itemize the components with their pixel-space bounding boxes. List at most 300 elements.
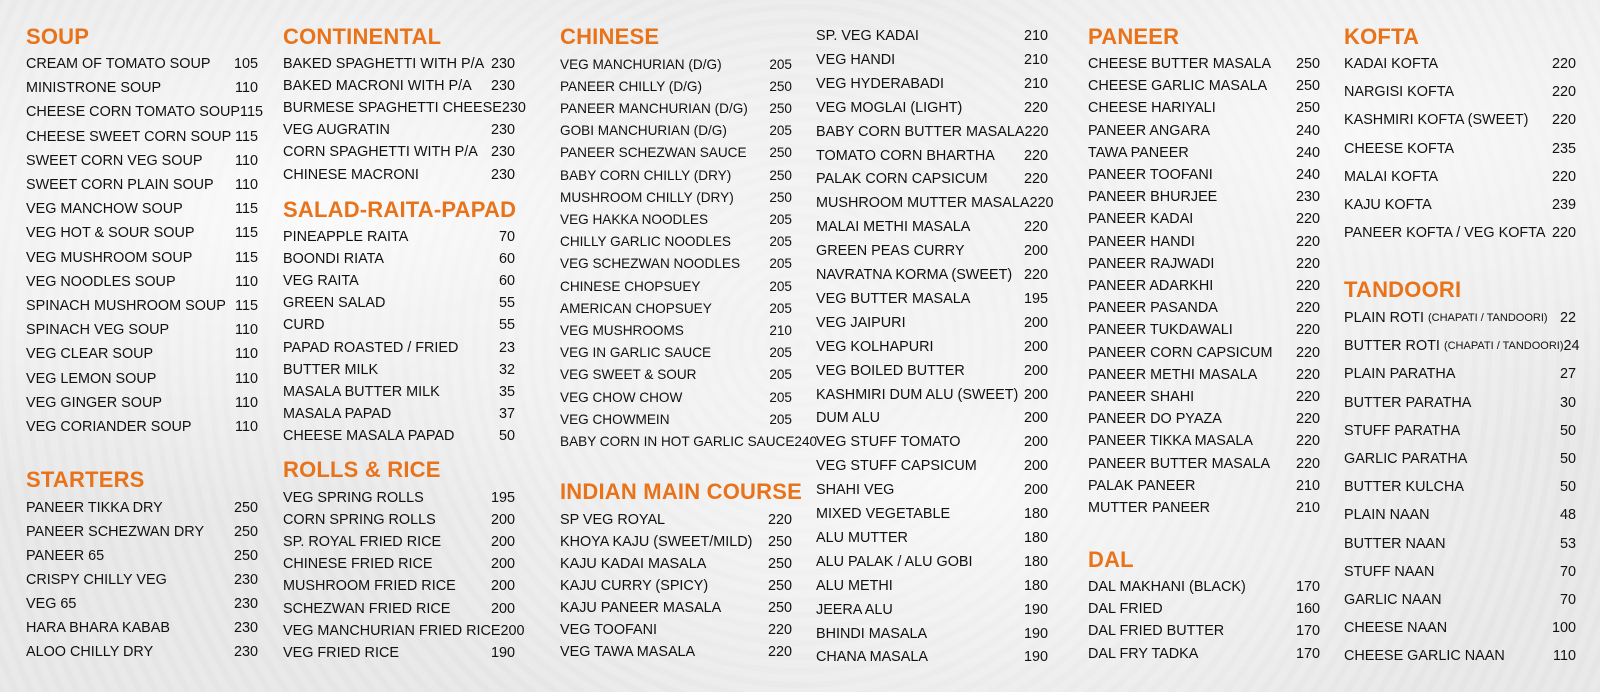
- menu-item: [816, 50, 1048, 70]
- menu-item-name: VEG CHOW CHOW: [560, 389, 683, 405]
- menu-item: [283, 554, 515, 574]
- menu-item-name: KASHMIRI DUM ALU (SWEET): [816, 386, 1019, 403]
- menu-item: [560, 298, 792, 318]
- menu-item: [283, 120, 515, 140]
- menu-item-name: CHANA MASALA: [816, 649, 928, 666]
- menu-item-price: 200: [490, 578, 515, 595]
- menu-item: [26, 102, 263, 122]
- menu-item: [1344, 449, 1576, 469]
- menu-item: [816, 600, 1048, 620]
- menu-item-name: SWEET CORN PLAIN SOUP: [26, 177, 214, 193]
- menu-item: [816, 432, 1048, 452]
- menu-item-price: 205: [769, 345, 792, 361]
- menu-item-name: VEG SWEET & SOUR: [560, 367, 697, 383]
- menu-item-price: 250: [769, 78, 792, 94]
- menu-item-price: 53: [1559, 535, 1576, 552]
- menu-item-name: VEG GINGER SOUP: [26, 394, 162, 411]
- menu-item-price: 110: [235, 80, 258, 97]
- menu-item: [560, 576, 792, 596]
- menu-item: [560, 276, 792, 296]
- menu-item-price: 115: [235, 201, 258, 218]
- menu-item: [283, 76, 515, 96]
- menu-item-price: 200: [1023, 338, 1048, 355]
- menu-item: [1088, 76, 1320, 96]
- menu-item-name: DAL FRIED: [1088, 601, 1163, 618]
- menu-item: [1344, 308, 1576, 328]
- menu-item-name: CRISPY CHILLY VEG: [26, 572, 167, 588]
- menu-item: [1088, 454, 1320, 474]
- menu-item: [816, 241, 1048, 261]
- menu-item-name: SCHEZWAN FRIED RICE: [283, 600, 451, 617]
- menu-item-name: HARA BHARA KABAB: [26, 620, 170, 636]
- menu-item-name: VEG CLEAR SOUP: [26, 346, 154, 363]
- menu-item-price: 60: [498, 273, 515, 290]
- menu-item-name: SPINACH VEG SOUP: [26, 322, 170, 339]
- menu-item-price: 250: [1295, 56, 1320, 72]
- menu-item-name: BUTTER ROTI: [1344, 338, 1440, 355]
- menu-item-name: MUSHROOM MUTTER MASALA: [816, 195, 1030, 212]
- menu-item: [26, 618, 258, 638]
- menu-item-name: CHINESE FRIED RICE: [283, 556, 433, 573]
- menu-item: [560, 387, 792, 407]
- menu-item-price: 32: [498, 361, 515, 378]
- menu-item: [816, 146, 1048, 166]
- menu-item: [1088, 320, 1320, 340]
- menu-item: [26, 248, 258, 268]
- menu-item: [816, 408, 1048, 428]
- menu-item-price: 115: [235, 249, 258, 266]
- menu-item-price: 205: [769, 256, 792, 272]
- menu-item-name: PINEAPPLE RAITA: [283, 229, 409, 245]
- menu-item-price: 250: [767, 600, 792, 616]
- menu-item-name: ALOO CHILLY DRY: [26, 644, 154, 660]
- section-title-tandoori: TANDOORI: [1344, 277, 1462, 302]
- menu-item: [1088, 343, 1320, 363]
- menu-item-price: 205: [769, 123, 792, 139]
- menu-item-price: 205: [769, 56, 792, 72]
- menu-item: [560, 532, 792, 552]
- menu-item-name: VEG HOT & SOUR SOUP: [26, 225, 195, 242]
- menu-item-price: 230: [490, 122, 515, 139]
- menu-item-note: (CHAPATI / TANDOORI): [1443, 340, 1564, 353]
- menu-item: [816, 456, 1048, 476]
- section-title-dal: DAL: [1088, 547, 1134, 572]
- menu-item-price: 50: [1559, 479, 1576, 496]
- menu-item-price: 250: [767, 556, 792, 572]
- menu-item-name: CHEESE SWEET CORN SOUP: [26, 128, 232, 145]
- menu-item-price: 37: [498, 405, 515, 422]
- menu-item: [816, 337, 1048, 357]
- menu-item: [560, 165, 792, 185]
- menu-item-name: PANEER DO PYAZA: [1088, 411, 1222, 428]
- menu-item: [560, 187, 792, 207]
- menu-item-price: 250: [767, 534, 792, 550]
- menu-item-price: 250: [767, 578, 792, 594]
- menu-item: [1344, 477, 1576, 497]
- menu-item: [283, 576, 515, 596]
- menu-item-name: PALAK CORN CAPSICUM: [816, 171, 988, 188]
- menu-item-name: VEG STUFF CAPSICUM: [816, 458, 977, 475]
- menu-item-price: 200: [1023, 386, 1048, 403]
- menu-item: [1088, 98, 1320, 118]
- menu-item-price: 240: [1295, 122, 1320, 139]
- menu-item: [560, 510, 792, 530]
- menu-item-name: PANEER TUKDAWALI: [1088, 322, 1233, 339]
- section-title-chinese: CHINESE: [560, 24, 660, 49]
- menu-item-name: VEG SCHEZWAN NOODLES: [560, 256, 741, 272]
- menu-item-price: 205: [769, 389, 792, 405]
- menu-item: [26, 594, 258, 614]
- menu-item: [560, 320, 792, 340]
- menu-item: [1088, 254, 1320, 274]
- menu-item-name: CHEESE GARLIC MASALA: [1088, 78, 1268, 95]
- menu-item-name: PANEER PASANDA: [1088, 300, 1218, 317]
- menu-item-price: 210: [769, 322, 792, 338]
- menu-item: [26, 522, 258, 542]
- menu-item: [1344, 590, 1576, 610]
- menu-item-name: CHEESE MASALA PAPAD: [283, 427, 455, 444]
- menu-item-name: VEG MUSHROOM SOUP: [26, 249, 193, 266]
- menu-item-price: 23: [498, 339, 515, 356]
- menu-item-name: ALU METHI: [816, 577, 893, 594]
- section-title-paneer: PANEER: [1088, 24, 1180, 49]
- menu-item: [560, 209, 792, 229]
- menu-item-name: PANEER CORN CAPSICUM: [1088, 344, 1273, 361]
- menu-item-name: BUTTER MILK: [283, 361, 379, 378]
- menu-item-name: CURD: [283, 317, 325, 334]
- menu-item-name: CHEESE CORN TOMATO SOUP: [26, 104, 241, 121]
- menu-item: [1088, 232, 1320, 252]
- menu-item-price: 200: [490, 600, 515, 617]
- menu-item: [26, 199, 258, 219]
- menu-item: [26, 393, 258, 413]
- menu-item-price: 100: [1551, 620, 1576, 637]
- menu-item-price: 200: [490, 512, 515, 529]
- menu-item-name: NARGISI KOFTA: [1344, 84, 1455, 101]
- menu-item-price: 200: [1023, 434, 1048, 451]
- menu-item-price: 50: [1559, 451, 1576, 467]
- menu-item-price: 230: [1295, 189, 1320, 206]
- menu-item-name: VEG FRIED RICE: [283, 644, 399, 661]
- menu-item-price: 170: [1295, 579, 1320, 595]
- menu-item-price: 220: [1295, 322, 1320, 339]
- menu-item-name: GOBI MANCHURIAN (D/G): [560, 123, 727, 139]
- menu-item: [1088, 54, 1320, 74]
- menu-item-price: 200: [490, 534, 515, 551]
- menu-item-price: 115: [240, 104, 263, 121]
- menu-item-name: PLAIN ROTI: [1344, 310, 1424, 326]
- section-title-starters: STARTERS: [26, 467, 145, 492]
- menu-item: [1088, 498, 1320, 518]
- menu-item-price: 190: [1023, 649, 1048, 666]
- menu-item-name: VEG 65: [26, 596, 77, 612]
- menu-item-name: VEG MUSHROOMS: [560, 322, 684, 338]
- menu-item-price: 195: [1023, 290, 1048, 307]
- menu-item-price: 200: [500, 622, 525, 639]
- menu-item: [283, 293, 515, 313]
- menu-item-price: 220: [1295, 455, 1320, 472]
- menu-item: [26, 344, 258, 364]
- menu-item-price: 250: [769, 145, 792, 161]
- menu-item-price: 200: [1023, 458, 1048, 475]
- menu-item-name: BUTTER PARATHA: [1344, 394, 1472, 411]
- menu-item-name: MALAI KOFTA: [1344, 168, 1439, 185]
- menu-item: [1344, 393, 1576, 413]
- menu-item: [283, 532, 515, 552]
- menu-item: [1344, 54, 1576, 74]
- menu-item: [560, 598, 792, 618]
- menu-item-name: DAL FRIED BUTTER: [1088, 623, 1225, 640]
- menu-item: [26, 272, 258, 292]
- menu-item-price: 220: [1023, 147, 1048, 164]
- menu-item-name: GARLIC PARATHA: [1344, 451, 1468, 467]
- menu-item-price: 70: [498, 229, 515, 245]
- menu-item-price: 70: [1559, 563, 1576, 580]
- menu-item-name: VEG MOGLAI (LIGHT): [816, 99, 963, 116]
- menu-item-price: 210: [1295, 477, 1320, 494]
- section-title-kofta: KOFTA: [1344, 24, 1420, 49]
- menu-item-name: KAJU KADAI MASALA: [560, 556, 707, 572]
- menu-item-price: 200: [1023, 243, 1048, 260]
- menu-item-price: 110: [235, 394, 258, 411]
- menu-item-price: 230: [490, 144, 515, 161]
- menu-item-price: 180: [1023, 577, 1048, 594]
- menu-item: [560, 343, 792, 363]
- menu-item-price: 239: [1551, 197, 1576, 213]
- menu-item-price: 170: [1295, 645, 1320, 662]
- menu-item-price: 110: [235, 322, 258, 339]
- menu-item-price: 220: [1295, 411, 1320, 428]
- menu-item-price: 200: [1023, 314, 1048, 331]
- menu-item-note: (CHAPATI / TANDOORI): [1427, 312, 1548, 324]
- menu-item-price: 110: [235, 177, 258, 193]
- menu-item-price: 50: [498, 427, 515, 444]
- section-title-rolls: ROLLS & RICE: [283, 457, 441, 482]
- menu-item: [1088, 577, 1320, 597]
- menu-item-price: 220: [1029, 195, 1054, 212]
- menu-item: [283, 643, 515, 663]
- menu-item: [283, 54, 515, 74]
- menu-item: [560, 121, 792, 141]
- menu-item: [283, 271, 515, 291]
- menu-item: [1088, 476, 1320, 496]
- menu-item-price: 170: [1295, 623, 1320, 640]
- menu-item-price: 220: [767, 622, 792, 638]
- menu-item: [26, 296, 258, 316]
- menu-item-name: PANEER TIKKA DRY: [26, 500, 163, 516]
- menu-item-price: 115: [235, 298, 258, 314]
- menu-item-name: TOMATO CORN BHARTHA: [816, 147, 995, 164]
- menu-item-name: VEG MANCHURIAN FRIED RICE: [283, 622, 501, 639]
- menu-item: [560, 365, 792, 385]
- menu-item-price: 105: [233, 56, 258, 72]
- menu-item: [1344, 336, 1580, 356]
- menu-item: [1344, 562, 1576, 582]
- menu-item-name: PLAIN NAAN: [1344, 507, 1430, 524]
- menu-item: [26, 570, 258, 590]
- menu-item: [283, 621, 525, 641]
- menu-item-name: VEG RAITA: [283, 273, 359, 290]
- menu-item-price: 220: [1295, 233, 1320, 250]
- menu-item: [1344, 195, 1576, 215]
- menu-item-name: PANEER ADARKHI: [1088, 278, 1214, 294]
- menu-item-price: 205: [769, 278, 792, 294]
- menu-item-name: GARLIC NAAN: [1344, 592, 1442, 608]
- menu-item-name: CORN SPRING ROLLS: [283, 512, 436, 529]
- menu-item-name: DAL FRY TADKA: [1088, 645, 1199, 662]
- menu-item-name: SPINACH MUSHROOM SOUP: [26, 298, 226, 314]
- menu-item: [26, 223, 258, 243]
- menu-item: [816, 385, 1048, 405]
- menu-item-name: PANEER TIKKA MASALA: [1088, 433, 1254, 450]
- menu-item-price: 250: [233, 524, 258, 540]
- menu-item-name: PANEER KADAI: [1088, 211, 1194, 228]
- menu-item-name: CHEESE HARIYALI: [1088, 100, 1216, 117]
- menu-item: [816, 504, 1048, 524]
- menu-item-price: 230: [490, 56, 515, 72]
- menu-item-price: 210: [1023, 28, 1048, 44]
- menu-item-price: 110: [235, 419, 258, 435]
- menu-item-name: VEG TOOFANI: [560, 622, 658, 638]
- menu-item-price: 50: [1559, 422, 1576, 439]
- menu-item-name: MUTTER PANEER: [1088, 500, 1211, 516]
- menu-item-price: 22: [1559, 310, 1576, 326]
- menu-item: [283, 165, 515, 185]
- menu-item-price: 210: [1295, 500, 1320, 516]
- menu-item-price: 230: [233, 620, 258, 636]
- menu-item-name: VEG CHOWMEIN: [560, 411, 670, 427]
- menu-item: [283, 227, 515, 247]
- menu-item-price: 250: [769, 167, 792, 183]
- menu-item: [1088, 298, 1320, 318]
- menu-item: [1344, 618, 1576, 638]
- menu-item-name: VEG AUGRATIN: [283, 122, 390, 139]
- menu-item-price: 220: [1295, 433, 1320, 450]
- menu-item: [1344, 110, 1576, 130]
- menu-item-name: CHEESE GARLIC NAAN: [1344, 648, 1505, 665]
- menu-item-name: PALAK PANEER: [1088, 477, 1196, 494]
- menu-item-price: 190: [490, 644, 515, 661]
- menu-item-price: 220: [1023, 219, 1048, 236]
- menu-item-name: DUM ALU: [816, 410, 880, 427]
- menu-item: [1344, 223, 1576, 243]
- menu-item: [26, 320, 258, 340]
- menu-item-name: VEG IN GARLIC SAUCE: [560, 345, 712, 361]
- menu-item-name: VEG HANDI: [816, 51, 896, 68]
- menu-item-name: PANEER BUTTER MASALA: [1088, 455, 1271, 472]
- menu-item-price: 240: [1295, 144, 1320, 161]
- menu-item-name: SWEET CORN VEG SOUP: [26, 152, 203, 169]
- menu-item-name: VEG STUFF TOMATO: [816, 434, 961, 451]
- menu-item-name: DAL MAKHANI (BLACK): [1088, 579, 1246, 595]
- menu-item: [1088, 276, 1320, 296]
- menu-item-name: PLAIN PARATHA: [1344, 366, 1456, 383]
- menu-item: [1088, 621, 1320, 641]
- menu-item-price: 220: [1295, 344, 1320, 361]
- menu-item-name: PAPAD ROASTED / FRIED: [283, 339, 459, 356]
- menu-item-price: 250: [769, 189, 792, 205]
- menu-item-price: 210: [1023, 75, 1048, 92]
- menu-item: [1088, 387, 1320, 407]
- menu-item: [26, 546, 258, 566]
- menu-item: [283, 142, 515, 162]
- menu-item-price: 220: [1023, 99, 1048, 116]
- menu-item-price: 110: [235, 346, 258, 363]
- menu-item-name: PANEER BHURJEE: [1088, 189, 1218, 206]
- menu-item-price: 220: [1295, 366, 1320, 383]
- menu-item: [1344, 364, 1576, 384]
- menu-item-name: VEG NOODLES SOUP: [26, 273, 176, 290]
- menu-item-price: 230: [501, 100, 526, 117]
- menu-item-name: PANEER SCHEZWAN DRY: [26, 524, 205, 540]
- menu-item-price: 110: [235, 370, 258, 387]
- menu-item: [560, 409, 792, 429]
- section-title-soup: SOUP: [26, 24, 90, 49]
- menu-item-name: KASHMIRI KOFTA (SWEET): [1344, 112, 1529, 129]
- menu-item-price: 180: [1023, 506, 1048, 522]
- menu-item-name: CHILLY GARLIC NOODLES: [560, 234, 731, 250]
- menu-item-name: PANEER MANCHURIAN (D/G): [560, 100, 748, 116]
- menu-item-price: 250: [1295, 78, 1320, 95]
- menu-item: [1088, 121, 1320, 141]
- menu-item-name: STUFF PARATHA: [1344, 422, 1461, 439]
- menu-item-price: 24: [1563, 338, 1580, 355]
- menu-item: [26, 369, 258, 389]
- menu-item-name: CORN SPAGHETTI WITH P/A: [283, 144, 478, 161]
- menu-item: [26, 498, 258, 518]
- menu-item: [1344, 646, 1576, 666]
- menu-item: [816, 289, 1048, 309]
- menu-item: [816, 313, 1048, 333]
- menu-item: [816, 217, 1048, 237]
- menu-item-price: 55: [498, 295, 515, 312]
- menu-item-price: 205: [769, 411, 792, 427]
- menu-item: [816, 528, 1048, 548]
- menu-item-name: PANEER RAJWADI: [1088, 255, 1215, 272]
- menu-item-name: VEG KOLHAPURI: [816, 338, 934, 355]
- menu-item-name: BAKED MACRONI WITH P/A: [283, 78, 472, 95]
- menu-item-price: 180: [1023, 529, 1048, 546]
- menu-item: [560, 143, 792, 163]
- section-title-continental: CONTINENTAL: [283, 24, 442, 49]
- menu-item-price: 30: [1559, 394, 1576, 411]
- menu-item: [1088, 644, 1320, 664]
- menu-item-price: 250: [233, 500, 258, 516]
- menu-item-price: 195: [490, 490, 515, 506]
- menu-item: [1344, 82, 1576, 102]
- menu-item-name: BHINDI MASALA: [816, 625, 928, 642]
- menu-item-name: PANEER 65: [26, 548, 105, 564]
- menu-item: [1088, 209, 1320, 229]
- menu-item-price: 235: [1551, 140, 1576, 157]
- menu-item-name: VEG BOILED BUTTER: [816, 362, 965, 379]
- menu-item-name: AMERICAN CHOPSUEY: [560, 300, 712, 316]
- menu-item-name: MASALA BUTTER MILK: [283, 383, 440, 400]
- menu-item-price: 110: [235, 152, 258, 169]
- menu-item-name: NAVRATNA KORMA (SWEET): [816, 267, 1013, 283]
- menu-item-price: 230: [233, 644, 258, 660]
- menu-item-name: KHOYA KAJU (SWEET/MILD): [560, 534, 753, 550]
- menu-item-price: 230: [233, 596, 258, 612]
- menu-item: [560, 98, 792, 118]
- menu-item-name: BUTTER KULCHA: [1344, 479, 1464, 496]
- menu-item: [560, 54, 792, 74]
- menu-item-price: 250: [233, 548, 258, 564]
- menu-item: [283, 98, 526, 118]
- menu-item-name: MUSHROOM FRIED RICE: [283, 578, 456, 595]
- menu-item-name: KAJU PANEER MASALA: [560, 600, 722, 616]
- menu-item-price: 190: [1023, 601, 1048, 618]
